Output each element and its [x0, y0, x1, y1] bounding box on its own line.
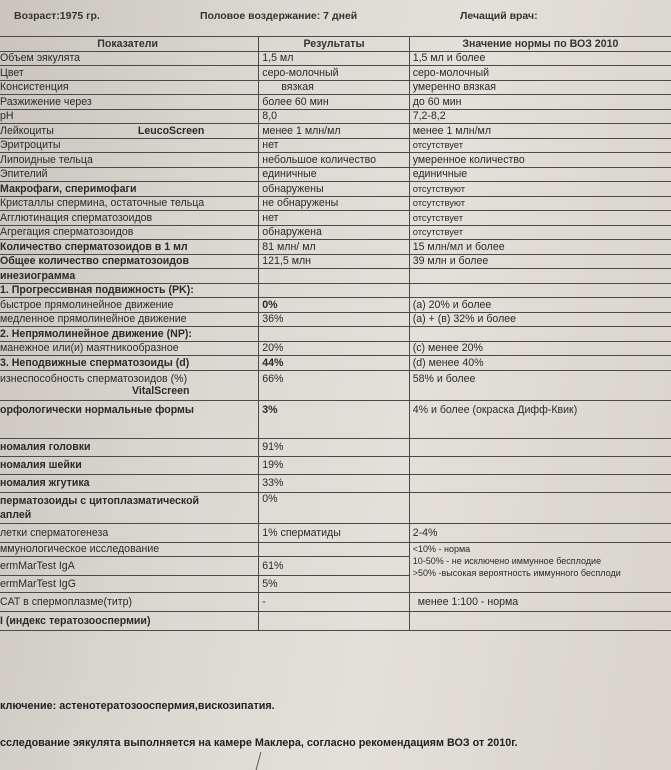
vitalscreen-label: VitalScreen: [132, 384, 190, 397]
parameter-label: Объем эякулята: [0, 52, 81, 65]
parameter-label: Агрегация сперматозоидов: [0, 226, 134, 239]
result-cell: обнаружена: [259, 225, 409, 240]
parameter-label: pH: [0, 110, 14, 123]
fast-motility-value: 0%: [259, 298, 409, 313]
parameter-cell: [0, 109, 259, 124]
table-row: [0, 298, 671, 313]
parameter-label: Эпителий: [0, 168, 48, 181]
teratozoospermia-index-label: I (индекс тератозооспермии): [0, 612, 259, 631]
table-row: [0, 283, 671, 298]
parameter-label: Консистенция: [0, 81, 69, 94]
parameter-label: Липоидные тельца: [0, 153, 93, 166]
table-row: [0, 240, 671, 255]
norm-cell: отсутствуют: [409, 196, 671, 211]
table-row: [0, 109, 671, 124]
table-row: [0, 225, 671, 240]
norm-cell: отсутствует: [409, 211, 671, 226]
parameter-cell: [0, 51, 259, 66]
parameter-cell: [0, 80, 259, 95]
slow-motility-value: 36%: [259, 312, 409, 327]
immotile-value: 44%: [259, 356, 409, 371]
result-cell: 81 млн/ мл: [259, 240, 409, 255]
mar-igg-label: ermMarTest IgG: [0, 576, 259, 593]
result-cell: 8,0: [259, 109, 409, 124]
table-row: [0, 474, 671, 492]
parameter-cell: [0, 66, 259, 81]
table-row: [0, 182, 671, 197]
result-cell: более 60 мин: [259, 95, 409, 110]
result-cell: серо-молочный: [259, 66, 409, 81]
result-cell: нет: [259, 211, 409, 226]
viability-label: [0, 370, 259, 400]
kinesiogram-title-row: [0, 269, 671, 284]
parameter-label: Агглютинация сперматозоидов: [0, 211, 153, 224]
fast-motility-label: быстрое прямолинейное движение: [0, 298, 259, 313]
immunology-norms: [409, 542, 671, 593]
conclusion: ключение: астенотератозооспермия,вискозипатия.: [0, 700, 275, 712]
parameter-cell: [0, 211, 259, 226]
nonprogressive-value: 20%: [259, 341, 409, 356]
result-cell: менее 1 млн/мл: [259, 124, 409, 139]
parameter-cell: [0, 95, 259, 110]
patient-age: Возраст:1975 гр.: [14, 10, 100, 22]
table-row: [0, 196, 671, 211]
abstinence-period: Половое воздержание: 7 дней: [200, 10, 358, 22]
table-row: [0, 211, 671, 226]
column-header: Результаты: [259, 37, 409, 52]
table-row: [0, 612, 671, 631]
norm-cell: серо-молочный: [409, 66, 671, 81]
spermatogenesis-value: 1% сперматиды: [259, 523, 409, 542]
table-row: [0, 456, 671, 474]
mar-iga-value: 61%: [259, 557, 409, 576]
cytoplasmic-text-2: аплей: [0, 508, 32, 521]
result-cell: небольшое количество: [259, 153, 409, 168]
cat-label: CAT в спермоплазме(титр): [0, 593, 259, 612]
signature-mark: [256, 752, 282, 770]
parameter-cell: [0, 225, 259, 240]
table-row: [0, 124, 671, 139]
nonprogressive-title: 2. Непрямолинейное движение (NP):: [0, 327, 259, 342]
progressive-motility-title: 1. Прогрессивная подвижность (PK):: [0, 283, 259, 298]
norm-cell: отсутствуют: [409, 182, 671, 197]
parameter-label: Количество сперматозоидов в 1 мл: [0, 240, 188, 253]
result-cell: вязкая: [259, 80, 409, 95]
table-row: [0, 400, 671, 438]
table-row: [0, 153, 671, 168]
parameter-label: Кристаллы спермина, остаточные тельца: [0, 197, 205, 210]
parameter-label: Лейкоциты: [0, 124, 54, 137]
cat-norm: менее 1:100 - норма: [409, 593, 671, 612]
viability-text: изнеспособность сперматозоидов (%): [0, 372, 188, 385]
parameter-cell: [0, 240, 259, 255]
anomaly-value: 33%: [259, 474, 409, 492]
result-cell: не обнаружены: [259, 196, 409, 211]
anomaly-label: номалия шейки: [0, 456, 259, 474]
norm-cell: отсутствует: [409, 138, 671, 153]
table-row: [0, 327, 671, 342]
norm-cell: 7,2-8,2: [409, 109, 671, 124]
parameter-cell: [0, 182, 259, 197]
table-row: [0, 51, 671, 66]
norm-cell: единичные: [409, 167, 671, 182]
table-row: [0, 593, 671, 612]
table-row: [0, 370, 671, 400]
immunology-label: ммунологическое исследование: [0, 542, 259, 557]
nonprogressive-label: манежное или(и) маятникообразное: [0, 341, 259, 356]
anomaly-value: 91%: [259, 438, 409, 456]
result-cell: обнаружены: [259, 182, 409, 197]
table-row: [0, 492, 671, 523]
table-row: [0, 356, 671, 371]
cytoplasmic-label: [0, 492, 259, 523]
column-header: Показатели: [0, 37, 259, 52]
norm-cell: [409, 474, 671, 492]
norm-cell: [409, 438, 671, 456]
parameter-cell: [0, 138, 259, 153]
attending-doctor: Лечащий врач:: [460, 10, 538, 22]
table-row: [0, 80, 671, 95]
norm-cell: умеренное количество: [409, 153, 671, 168]
norm-cell: отсутствует: [409, 225, 671, 240]
anomaly-value: 19%: [259, 456, 409, 474]
cat-value: -: [259, 593, 409, 612]
mar-iga-label: ermMarTest IgA: [0, 557, 259, 576]
immunology-norm-1: <10% - норма: [412, 543, 471, 554]
anomaly-label: номалия жгутика: [0, 474, 259, 492]
immotile-title: 3. Неподвижные сперматозоиды (d): [0, 356, 259, 371]
result-cell: 1,5 мл: [259, 51, 409, 66]
norm-cell: до 60 мин: [409, 95, 671, 110]
parameter-label: Макрофаги, сперимофаги: [0, 182, 137, 195]
viability-value: 66%: [259, 370, 409, 400]
parameter-cell: [0, 153, 259, 168]
result-cell: единичные: [259, 167, 409, 182]
parameter-cell: [0, 124, 259, 139]
nonprogressive-norm: (с) менее 20%: [409, 341, 671, 356]
method-label: LeucoScreen: [137, 124, 205, 137]
table-row: [0, 167, 671, 182]
morphology-label: орфологически нормальные формы: [0, 400, 259, 438]
norm-cell: 15 млн/мл и более: [409, 240, 671, 255]
footnote: сследование эякулята выполняется на камере Маклера, согласно рекомендациям ВОЗ от 2010г.: [0, 737, 518, 749]
table-row: [0, 95, 671, 110]
parameter-cell: [0, 167, 259, 182]
viability-norm: 58% и более: [409, 370, 671, 400]
parameter-cell: [0, 196, 259, 211]
cytoplasmic-value: 0%: [259, 492, 409, 523]
column-header: Значение нормы по ВОЗ 2010: [409, 37, 671, 52]
semen-analysis-table: [0, 36, 671, 631]
norm-cell: умеренно вязкая: [409, 80, 671, 95]
parameter-label: Цвет: [0, 66, 24, 79]
immunology-norm-3: >50% -высокая вероятность иммунного бесплоди: [412, 567, 621, 578]
norm-cell: [409, 456, 671, 474]
immunology-norm-2: 10-50% - не исключено иммунное бесплодие: [412, 555, 602, 566]
fast-motility-norm: (а) 20% и более: [409, 298, 671, 313]
parameter-label: Общее количество сперматозоидов: [0, 255, 190, 268]
parameter-label: Разжижение через: [0, 95, 92, 108]
anomaly-label: номалия головки: [0, 438, 259, 456]
morphology-norm: 4% и более (окраска Дифф-Квик): [409, 400, 671, 438]
norm-cell: 39 млн и более: [409, 254, 671, 269]
parameter-cell: [0, 254, 259, 269]
result-cell: 121,5 млн: [259, 254, 409, 269]
immotile-norm: (d) менее 40%: [409, 356, 671, 371]
table-row: [0, 312, 671, 327]
spermatogenesis-label: летки сперматогенеза: [0, 523, 259, 542]
spermatogenesis-norm: 2-4%: [409, 523, 671, 542]
table-row: [0, 438, 671, 456]
table-row: [0, 341, 671, 356]
patient-header: [0, 10, 671, 30]
kinesiogram-title: инезиограмма: [0, 269, 259, 284]
norm-cell: 1,5 мл и более: [409, 51, 671, 66]
table-row: [0, 138, 671, 153]
table-row: [0, 542, 671, 557]
parameter-label: Эритроциты: [0, 139, 61, 152]
mar-igg-value: 5%: [259, 576, 409, 593]
cytoplasmic-text: перматозоиды с цитоплазматической: [0, 494, 200, 507]
slow-motility-label: медленное прямолинейное движение: [0, 312, 259, 327]
morphology-value: 3%: [259, 400, 409, 438]
result-cell: нет: [259, 138, 409, 153]
table-header-row: [0, 37, 671, 52]
table-row: [0, 254, 671, 269]
table-row: [0, 523, 671, 542]
table-row: [0, 66, 671, 81]
slow-motility-norm: (а) + (в) 32% и более: [409, 312, 671, 327]
norm-cell: менее 1 млн/мл: [409, 124, 671, 139]
